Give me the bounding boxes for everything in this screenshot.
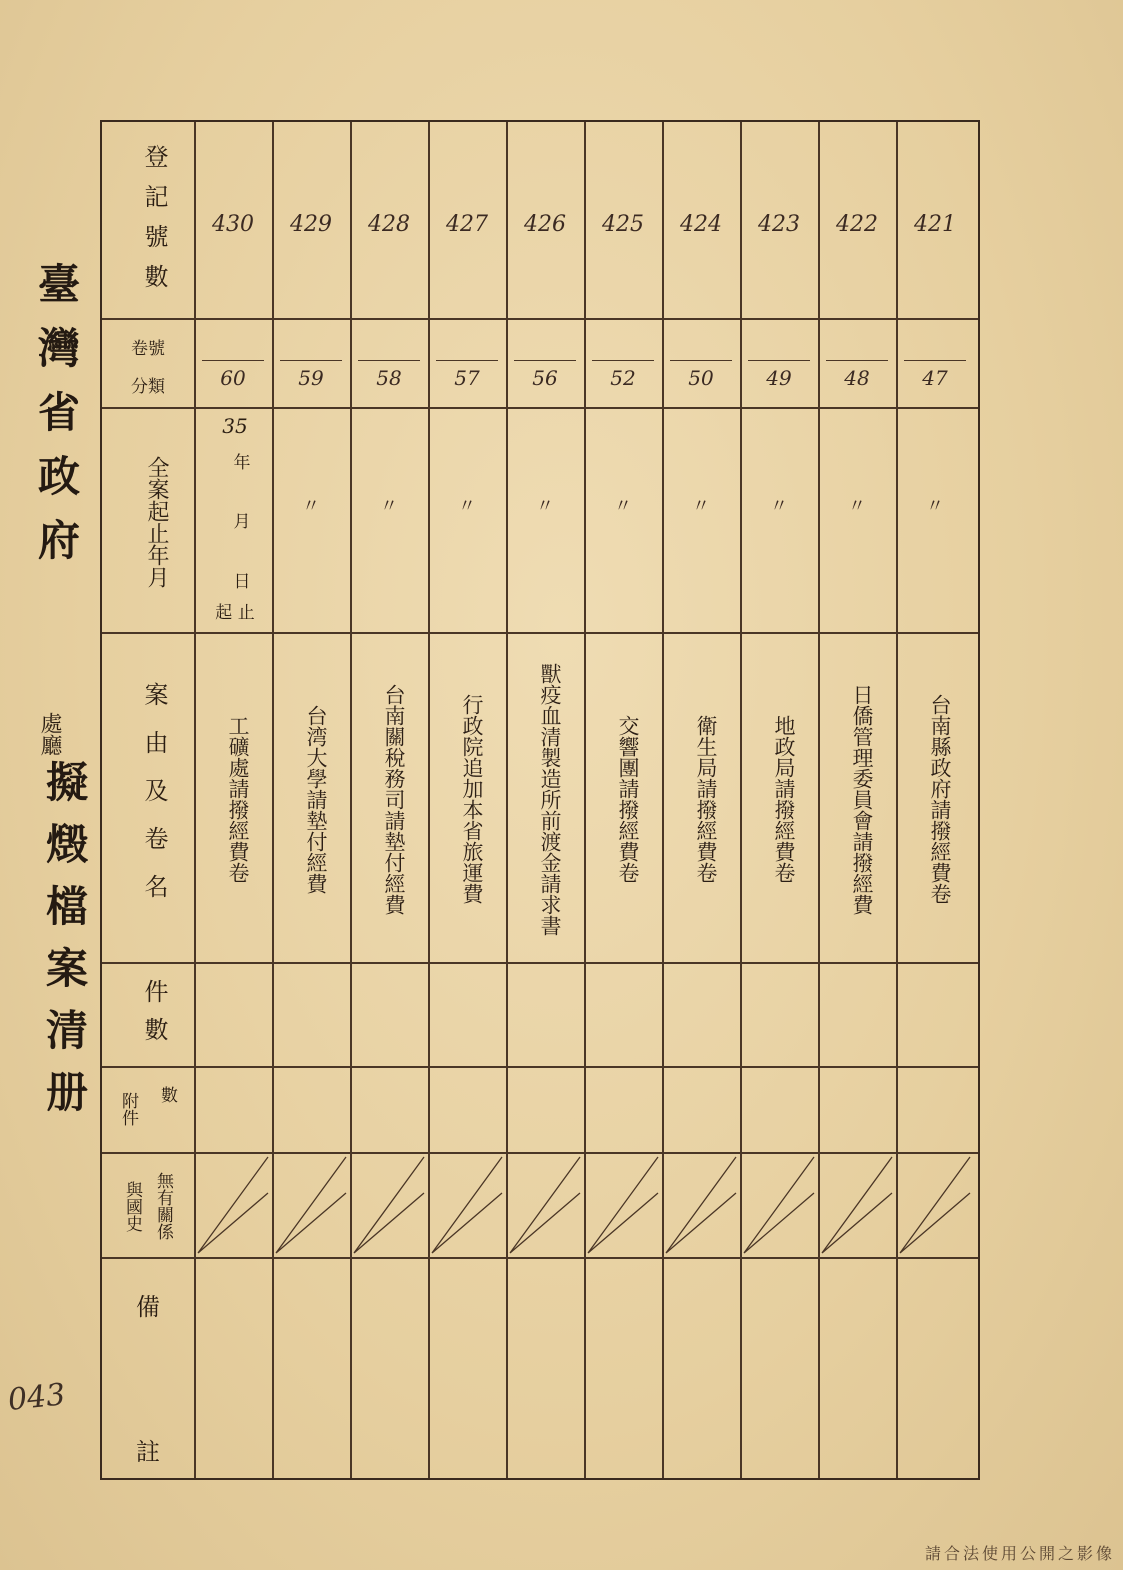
header-attach: [102, 1074, 194, 1144]
class-number: 49: [740, 366, 818, 390]
col-divider: [428, 122, 430, 1478]
header-case-title: 案由及卷名: [140, 682, 168, 922]
department-label: 處廳: [37, 712, 62, 756]
class-number: 56: [506, 366, 584, 390]
case-title: 獸疫血清製造所前渡金請求書: [538, 662, 562, 936]
header-national-history: [102, 1162, 194, 1250]
case-title: 台湾大學請墊付經費: [304, 704, 328, 894]
class-number: 47: [896, 366, 974, 390]
class-number: 57: [428, 366, 506, 390]
document-title: 臺灣省政府: [32, 262, 81, 582]
date-year-char: 年: [233, 453, 251, 473]
header-class-b-text: 卷號: [131, 339, 165, 359]
class-number: 60: [194, 366, 272, 390]
no-relation-slash: [428, 1153, 506, 1257]
col-divider: [350, 122, 352, 1478]
header-date-range: 全案起止年月: [144, 456, 169, 588]
usage-notice: 請合法使用公開之影像: [924, 1544, 1115, 1563]
no-relation-slash: [896, 1153, 974, 1257]
case-title: 工礦處請撥經費卷: [226, 715, 250, 883]
class-number: 59: [272, 366, 350, 390]
header-class-a: [102, 334, 194, 359]
reg-number: 421: [914, 212, 956, 237]
no-relation-slash: [194, 1153, 272, 1257]
reg-number: 423: [758, 212, 800, 237]
date-ditto: 〃: [536, 496, 554, 517]
header-reg-no: 登記號數: [140, 144, 168, 304]
header-history-b-text: 無有關係: [153, 1172, 173, 1240]
case-title: 交響團請撥經費卷: [616, 715, 640, 883]
row-divider: [102, 1066, 978, 1068]
date-ditto: 〃: [692, 496, 710, 517]
no-relation-slash: [350, 1153, 428, 1257]
no-relation-slash: [506, 1153, 584, 1257]
col-divider: [818, 122, 820, 1478]
header-remarks-a: 備: [136, 1293, 160, 1321]
class-number: 50: [662, 366, 740, 390]
page-number: 043: [6, 1377, 67, 1418]
date-ditto: 〃: [926, 496, 944, 517]
date-ditto: 〃: [848, 496, 866, 517]
archive-table: [100, 120, 980, 1480]
no-relation-slash: [818, 1153, 896, 1257]
class-number: 48: [818, 366, 896, 390]
class-number: 52: [584, 366, 662, 390]
reg-number: 427: [446, 212, 488, 237]
case-title: 台南縣政府請撥經費卷: [928, 694, 952, 904]
header-class-a-text: 分類: [131, 377, 165, 397]
row-divider: [102, 1257, 978, 1259]
case-title: 衛生局請撥經費卷: [694, 715, 718, 883]
no-relation-slash: [584, 1153, 662, 1257]
date-ditto: 〃: [614, 496, 632, 517]
header-attach-a-text: 附件: [118, 1092, 138, 1126]
col-divider: [662, 122, 664, 1478]
date-ditto: 〃: [458, 496, 476, 517]
row-divider: [102, 407, 978, 409]
col-divider: [272, 122, 274, 1478]
date-ditto: 〃: [380, 496, 398, 517]
reg-number: 424: [680, 212, 722, 237]
header-count: 件數: [140, 979, 168, 1055]
case-title: 地政局請撥經費卷: [772, 715, 796, 883]
no-relation-slash: [662, 1153, 740, 1257]
row-divider: [102, 962, 978, 964]
date-month-char: 月: [233, 512, 251, 532]
reg-number: 429: [290, 212, 332, 237]
case-title: 日僑管理委員會請撥經費: [850, 683, 874, 915]
col-divider: [194, 122, 196, 1478]
col-divider: [896, 122, 898, 1478]
row-divider: [102, 632, 978, 634]
header-attach-b-text: 數: [157, 1085, 177, 1103]
document-subtitle: 擬燬檔案清册: [40, 760, 89, 1132]
header-history-a-text: 與國史: [122, 1180, 142, 1232]
case-title: 台南關稅務司請墊付經費: [382, 683, 406, 915]
date-start-year: 35: [222, 414, 248, 438]
date-start-end: 起 止: [215, 603, 255, 623]
reg-number: 428: [368, 212, 410, 237]
col-divider: [584, 122, 586, 1478]
no-relation-slash: [272, 1153, 350, 1257]
date-day-char: 日: [233, 572, 251, 592]
case-title: 行政院追加本省旅運費: [460, 694, 484, 904]
header-class-b: [102, 372, 194, 397]
no-relation-slash: [740, 1153, 818, 1257]
reg-number: 430: [212, 212, 254, 237]
class-number: 58: [350, 366, 428, 390]
reg-number: 426: [524, 212, 566, 237]
reg-number: 422: [836, 212, 878, 237]
col-divider: [506, 122, 508, 1478]
date-ditto: 〃: [770, 496, 788, 517]
col-divider: [740, 122, 742, 1478]
reg-number: 425: [602, 212, 644, 237]
date-ditto: 〃: [302, 496, 320, 517]
row-divider: [102, 318, 978, 320]
header-remarks-b: 註: [136, 1438, 160, 1466]
